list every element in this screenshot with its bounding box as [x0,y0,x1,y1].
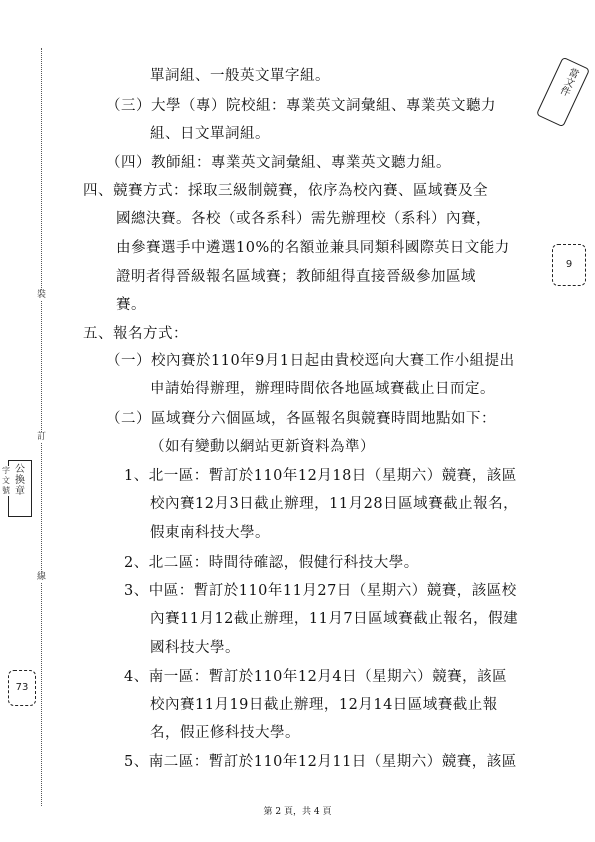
official-seal-left [8,460,32,517]
text-line: （四）教師組：專業英文詞彙組、專業英文聽力組。 [106,155,451,171]
text-line: （如有變動以網站更新資料為準） [150,439,375,455]
text-line: （一）校內賽於110年9月1日起由貴校逕向大賽工作小組提出 [106,353,515,369]
text-line: 國總決賽。各校（或各系科）需先辦理校（系科）內賽， [116,211,491,227]
text-line: 證明者得晉級報名區域賽；教師組得直接晉級參加區域 [116,269,476,285]
text-line: 組、日文單詞組。 [150,126,270,142]
text-line: 由參賽選手中遴選10%的名額並兼具同類科國際英日文能力 [116,240,510,256]
binding-mark-middle: 訂 [37,432,47,442]
page-seal-text: 當文件 [556,65,580,98]
text-line: （二）區域賽分六個區域，各區報名與競賽時間地點如下： [106,411,496,427]
page-seal-number-bottom: 73 [15,682,29,693]
page-seal-stamp-top-right [536,57,590,128]
text-line: 名，假正修科技大學。 [150,725,300,741]
text-line: （三）大學（專）院校組：專業英文詞彙組、專業英文聽力 [106,98,496,114]
binding-mark-top: 裝 [37,290,47,300]
binding-mark-bottom: 線 [37,572,47,582]
text-line: 申請始得辦理，辦理時間依各地區域賽截止日而定。 [150,381,495,397]
text-line: 假東南科技大學。 [150,525,270,541]
list-item: 3、中區：暫訂於110年11月27日（星期六）競賽，該區校 [124,583,517,599]
list-item: 1、北一區：暫訂於110年12月18日（星期六）競賽，該區 [124,468,517,484]
text-line: 校內賽12月3日截止辦理，11月28日區域賽截止報名， [150,496,519,512]
page-seal-stamp-mid-right [552,244,586,286]
page-seal-number: 9 [565,259,573,270]
text-line: 校內賽11月19日截止辦理，12月14日區域賽截止報 [150,697,498,713]
text-line: 國科技大學。 [150,640,240,656]
page-seal-stamp-bottom-left [8,670,36,706]
official-seal-char-1: 公 [15,464,25,475]
official-seal-side-text: 字文號 [2,466,10,495]
section-heading: 四、競賽方式：採取三級制競賽，依序為校內賽、區域賽及全 [83,183,488,199]
binding-line [41,48,42,806]
text-line: 賽。 [116,297,146,313]
text-line: 單詞組、一般英文單字組。 [150,68,330,84]
list-item: 4、南一區：暫訂於110年12月4日（星期六）競賽，該區 [124,669,508,685]
list-item: 5、南二區：暫訂於110年12月11日（星期六）競賽，該區 [124,754,517,770]
page-footer: 第 2 頁，共 4 頁 [263,807,332,817]
section-heading: 五、報名方式： [83,326,188,342]
list-item: 2、北二區：時間待確認，假健行科技大學。 [124,555,419,571]
official-seal-char-2: 換 [15,475,25,486]
official-seal-char-3: 章 [15,486,25,497]
text-line: 內賽11月12截止辦理，11月7日區域賽截止報名，假建 [150,611,519,627]
